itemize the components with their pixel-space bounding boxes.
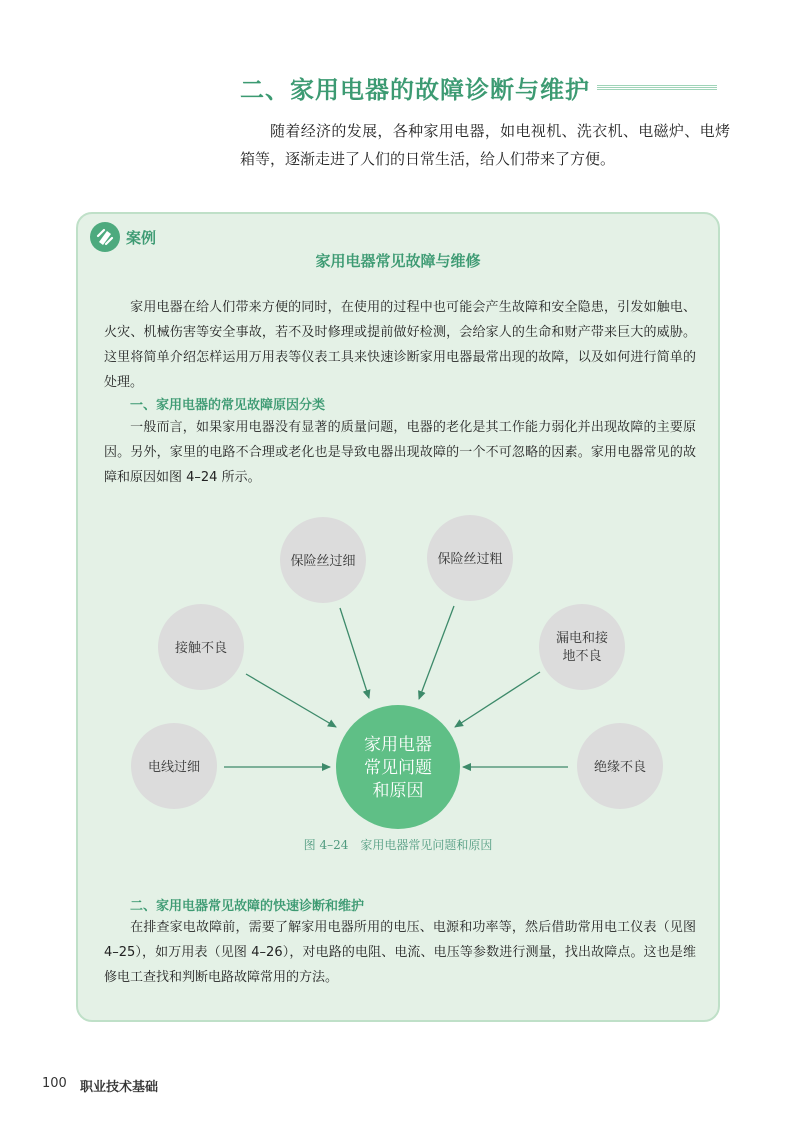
page-number: 100 [42,1076,67,1091]
node-fuse-thin-label: 保险丝过细 [290,554,356,569]
section-title: 二、家用电器的故障诊断与维护 [240,76,590,104]
node-leakage [539,604,625,690]
case-label: 案例 [126,229,157,247]
node-fuse-thin [280,517,366,603]
fault-cause-diagram [78,214,718,854]
node-leakage-label-line2: 地不良 [562,649,602,664]
case-title: 家用电器常见故障与维修 [315,252,481,270]
title-decoration-rule [597,85,717,91]
diagram-center-node [336,705,460,829]
node-leakage-label-line1: 漏电和接 [555,631,609,646]
case-heading-2: 二、家用电器常见故障的快速诊断和维护 [130,899,365,914]
case-paragraph-1-text: 家用电器在给人们带来方便的同时，在使用的过程中也可能会产生故障和安全隐患，引发如触电、火灾、机械伤害等安全事故，若不及时修理或提前做好检测，会给家人的生命和财产带来巨大的威胁。这里将简单介绍怎样运用万用表等仪表工具来快速诊断家用电器最常出现的故障，以及如何进行简单的处理。 [104,300,696,390]
book-title: 职业技术基础 [80,1080,159,1095]
case-paragraph-3 [104,915,696,990]
node-wire-thin-label: 电线过细 [147,760,201,775]
figure-caption: 图 4–24 家用电器常见问题和原因 [303,838,493,852]
node-fuse-thick [427,515,513,601]
arrow-poor-contact [246,674,336,727]
case-paragraph-2-text: 一般而言，如果家用电器没有显著的质量问题，电器的老化是其工作能力弱化并出现故障的主要原因。另外，家里的电路不合理或老化也是导致电器出现故障的一个不可忽略的因素。家用电器常见的故障和原因如图 4–24 所示。 [104,420,696,485]
arrow-fuse-thin [340,608,369,698]
node-insulation [577,723,663,809]
node-poor-contact [158,604,244,690]
node-fuse-thick-label: 保险丝过粗 [437,552,503,567]
node-wire-thin [131,723,217,809]
case-paragraph-3-text: 在排查家电故障前，需要了解家用电器所用的电压、电源和功率等，然后借助常用电工仪表（见图 4–25），如万用表（见图 4–26），对电路的电阻、电流、电压等参数进行测量，找出故障点。这也是维修电工查找和判断电路故障常用的方法。 [104,920,696,985]
case-heading-1: 一、家用电器的常见故障原因分类 [130,398,326,413]
center-label-line1: 家用电器 [364,735,432,755]
center-label-line2: 常见问题 [364,758,432,778]
arrow-fuse-thick [419,606,454,699]
node-insulation-label: 绝缘不良 [593,760,647,775]
node-poor-contact-label: 接触不良 [174,641,228,656]
arrow-leakage [455,672,540,727]
center-label-line3: 和原因 [372,781,424,801]
intro-paragraph: 随着经济的发展，各种家用电器，如电视机、洗衣机、电磁炉、电烤箱等，逐渐走进了人们的日常生活，给人们带来了方便。 [240,122,730,168]
case-box [76,212,720,1022]
